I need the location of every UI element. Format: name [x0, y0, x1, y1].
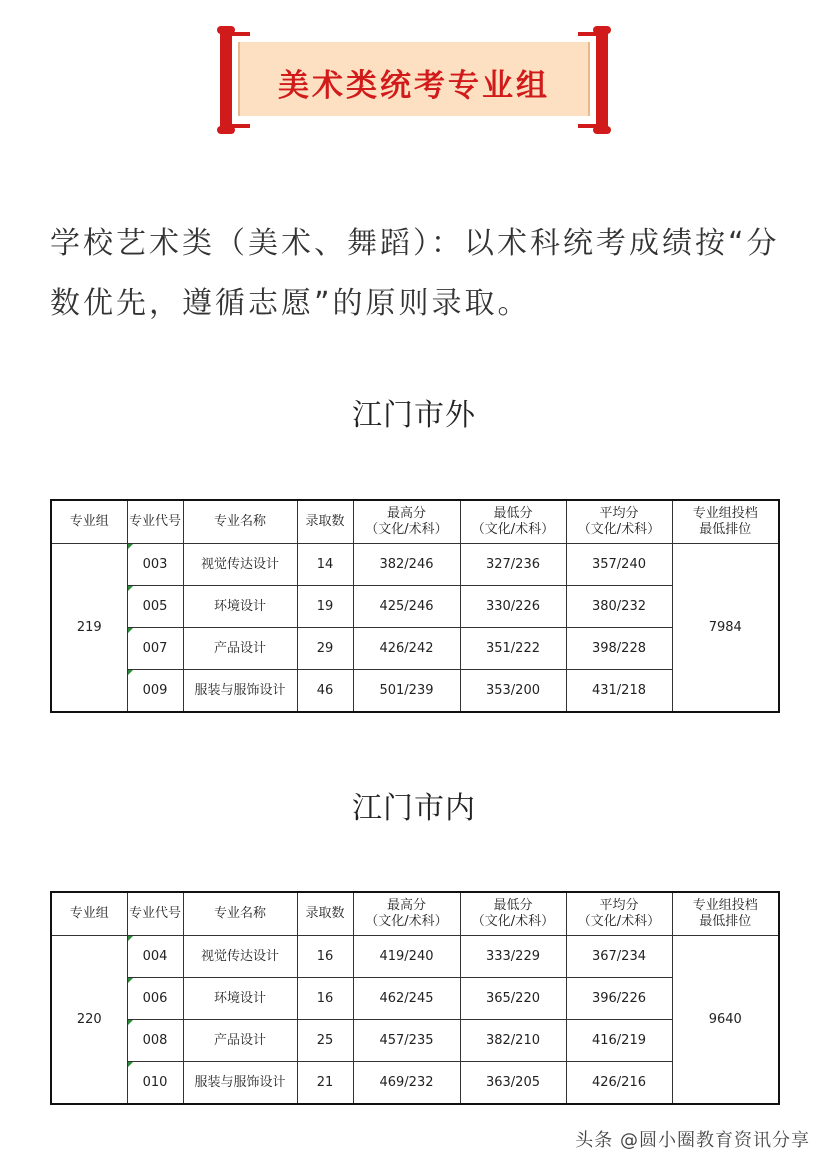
header-avg-sub: （文化/术科） — [577, 522, 661, 537]
avg-cell: 398/228 — [566, 628, 672, 670]
name-cell: 环境设计 — [183, 978, 297, 1020]
rank-cell: 7984 — [672, 544, 779, 713]
header-rank-line2: 最低排位 — [699, 522, 752, 537]
header-max-sub: （文化/术科） — [365, 522, 448, 537]
avg-cell: 380/232 — [566, 586, 672, 628]
name-cell: 视觉传达设计 — [183, 936, 297, 978]
header-avg-label: 平均分 — [599, 898, 639, 913]
banner-title: 美术类统考专业组 — [278, 68, 550, 104]
header-name: 专业名称 — [183, 500, 297, 544]
min-cell: 330/226 — [460, 586, 566, 628]
header-avg — [566, 892, 672, 936]
header-rank-line2: 最低排位 — [699, 914, 752, 929]
intro-paragraph: 学校艺术类（美术、舞蹈）：以术科统考成绩按“分数优先，遵循志愿”的原则录取。 — [50, 226, 780, 321]
header-min — [460, 892, 566, 936]
min-cell: 333/229 — [460, 936, 566, 978]
name-cell: 产品设计 — [183, 628, 297, 670]
header-code: 专业代号 — [127, 500, 183, 544]
header-count: 录取数 — [297, 892, 353, 936]
avg-cell: 367/234 — [566, 936, 672, 978]
header-rank-line1: 专业组投档 — [692, 898, 758, 913]
max-cell: 382/246 — [353, 544, 460, 586]
header-rank — [672, 892, 779, 936]
max-cell: 501/239 — [353, 670, 460, 713]
min-cell: 365/220 — [460, 978, 566, 1020]
count-cell: 21 — [297, 1062, 353, 1105]
avg-cell: 396/226 — [566, 978, 672, 1020]
count-cell: 25 — [297, 1020, 353, 1062]
scroll-bar — [578, 124, 600, 128]
header-max-label: 最高分 — [386, 898, 426, 913]
name-cell: 环境设计 — [183, 586, 297, 628]
code-cell: 003 — [127, 544, 183, 586]
group-cell: 220 — [51, 936, 127, 1105]
count-cell: 16 — [297, 978, 353, 1020]
max-cell: 426/242 — [353, 628, 460, 670]
code-cell: 005 — [127, 586, 183, 628]
max-cell: 462/245 — [353, 978, 460, 1020]
header-count: 录取数 — [297, 500, 353, 544]
code-cell: 010 — [127, 1062, 183, 1105]
table-header-row — [51, 892, 779, 936]
max-cell: 419/240 — [353, 936, 460, 978]
table-row — [51, 628, 779, 670]
count-cell: 14 — [297, 544, 353, 586]
header-min-label: 最低分 — [493, 506, 533, 521]
table-header-row — [51, 500, 779, 544]
code-cell: 004 — [127, 936, 183, 978]
scroll-bar — [578, 32, 600, 36]
name-cell: 服装与服饰设计 — [183, 1062, 297, 1105]
avg-cell: 416/219 — [566, 1020, 672, 1062]
score-table-inside — [50, 891, 780, 1105]
header-max-label: 最高分 — [386, 506, 426, 521]
table-row — [51, 586, 779, 628]
max-cell: 469/232 — [353, 1062, 460, 1105]
header-group: 专业组 — [51, 500, 127, 544]
header-avg — [566, 500, 672, 544]
header-min — [460, 500, 566, 544]
header-rank-line1: 专业组投档 — [692, 506, 758, 521]
header-max-sub: （文化/术科） — [365, 914, 448, 929]
code-cell: 007 — [127, 628, 183, 670]
min-cell: 363/205 — [460, 1062, 566, 1105]
min-cell: 327/236 — [460, 544, 566, 586]
header-min-sub: （文化/术科） — [471, 522, 555, 537]
header-min-sub: （文化/术科） — [471, 914, 555, 929]
section-title-outside: 江门市外 — [352, 398, 476, 433]
section-title-inside: 江门市内 — [352, 791, 476, 826]
name-cell: 服装与服饰设计 — [183, 670, 297, 713]
count-cell: 46 — [297, 670, 353, 713]
code-cell: 008 — [127, 1020, 183, 1062]
scroll-bar — [228, 32, 250, 36]
header-max — [353, 500, 460, 544]
header-code: 专业代号 — [127, 892, 183, 936]
table-row — [51, 1020, 779, 1062]
header-rank — [672, 500, 779, 544]
title-banner — [216, 26, 612, 138]
header-name: 专业名称 — [183, 892, 297, 936]
name-cell: 视觉传达设计 — [183, 544, 297, 586]
count-cell: 16 — [297, 936, 353, 978]
max-cell: 457/235 — [353, 1020, 460, 1062]
min-cell: 353/200 — [460, 670, 566, 713]
code-cell: 006 — [127, 978, 183, 1020]
code-cell: 009 — [127, 670, 183, 713]
header-min-label: 最低分 — [493, 898, 533, 913]
table-row — [51, 936, 779, 978]
max-cell: 425/246 — [353, 586, 460, 628]
group-cell: 219 — [51, 544, 127, 713]
table-row — [51, 544, 779, 586]
count-cell: 29 — [297, 628, 353, 670]
avg-cell: 357/240 — [566, 544, 672, 586]
score-table-outside — [50, 499, 780, 713]
source-watermark: 头条 @圆小圈教育资讯分享 — [575, 1130, 810, 1151]
header-max — [353, 892, 460, 936]
header-avg-label: 平均分 — [599, 506, 639, 521]
rank-cell: 9640 — [672, 936, 779, 1105]
count-cell: 19 — [297, 586, 353, 628]
header-avg-sub: （文化/术科） — [577, 914, 661, 929]
table-row — [51, 670, 779, 713]
header-group: 专业组 — [51, 892, 127, 936]
table-row — [51, 1062, 779, 1105]
name-cell: 产品设计 — [183, 1020, 297, 1062]
min-cell: 351/222 — [460, 628, 566, 670]
table-row — [51, 978, 779, 1020]
min-cell: 382/210 — [460, 1020, 566, 1062]
scroll-bar — [228, 124, 250, 128]
avg-cell: 431/218 — [566, 670, 672, 713]
avg-cell: 426/216 — [566, 1062, 672, 1105]
